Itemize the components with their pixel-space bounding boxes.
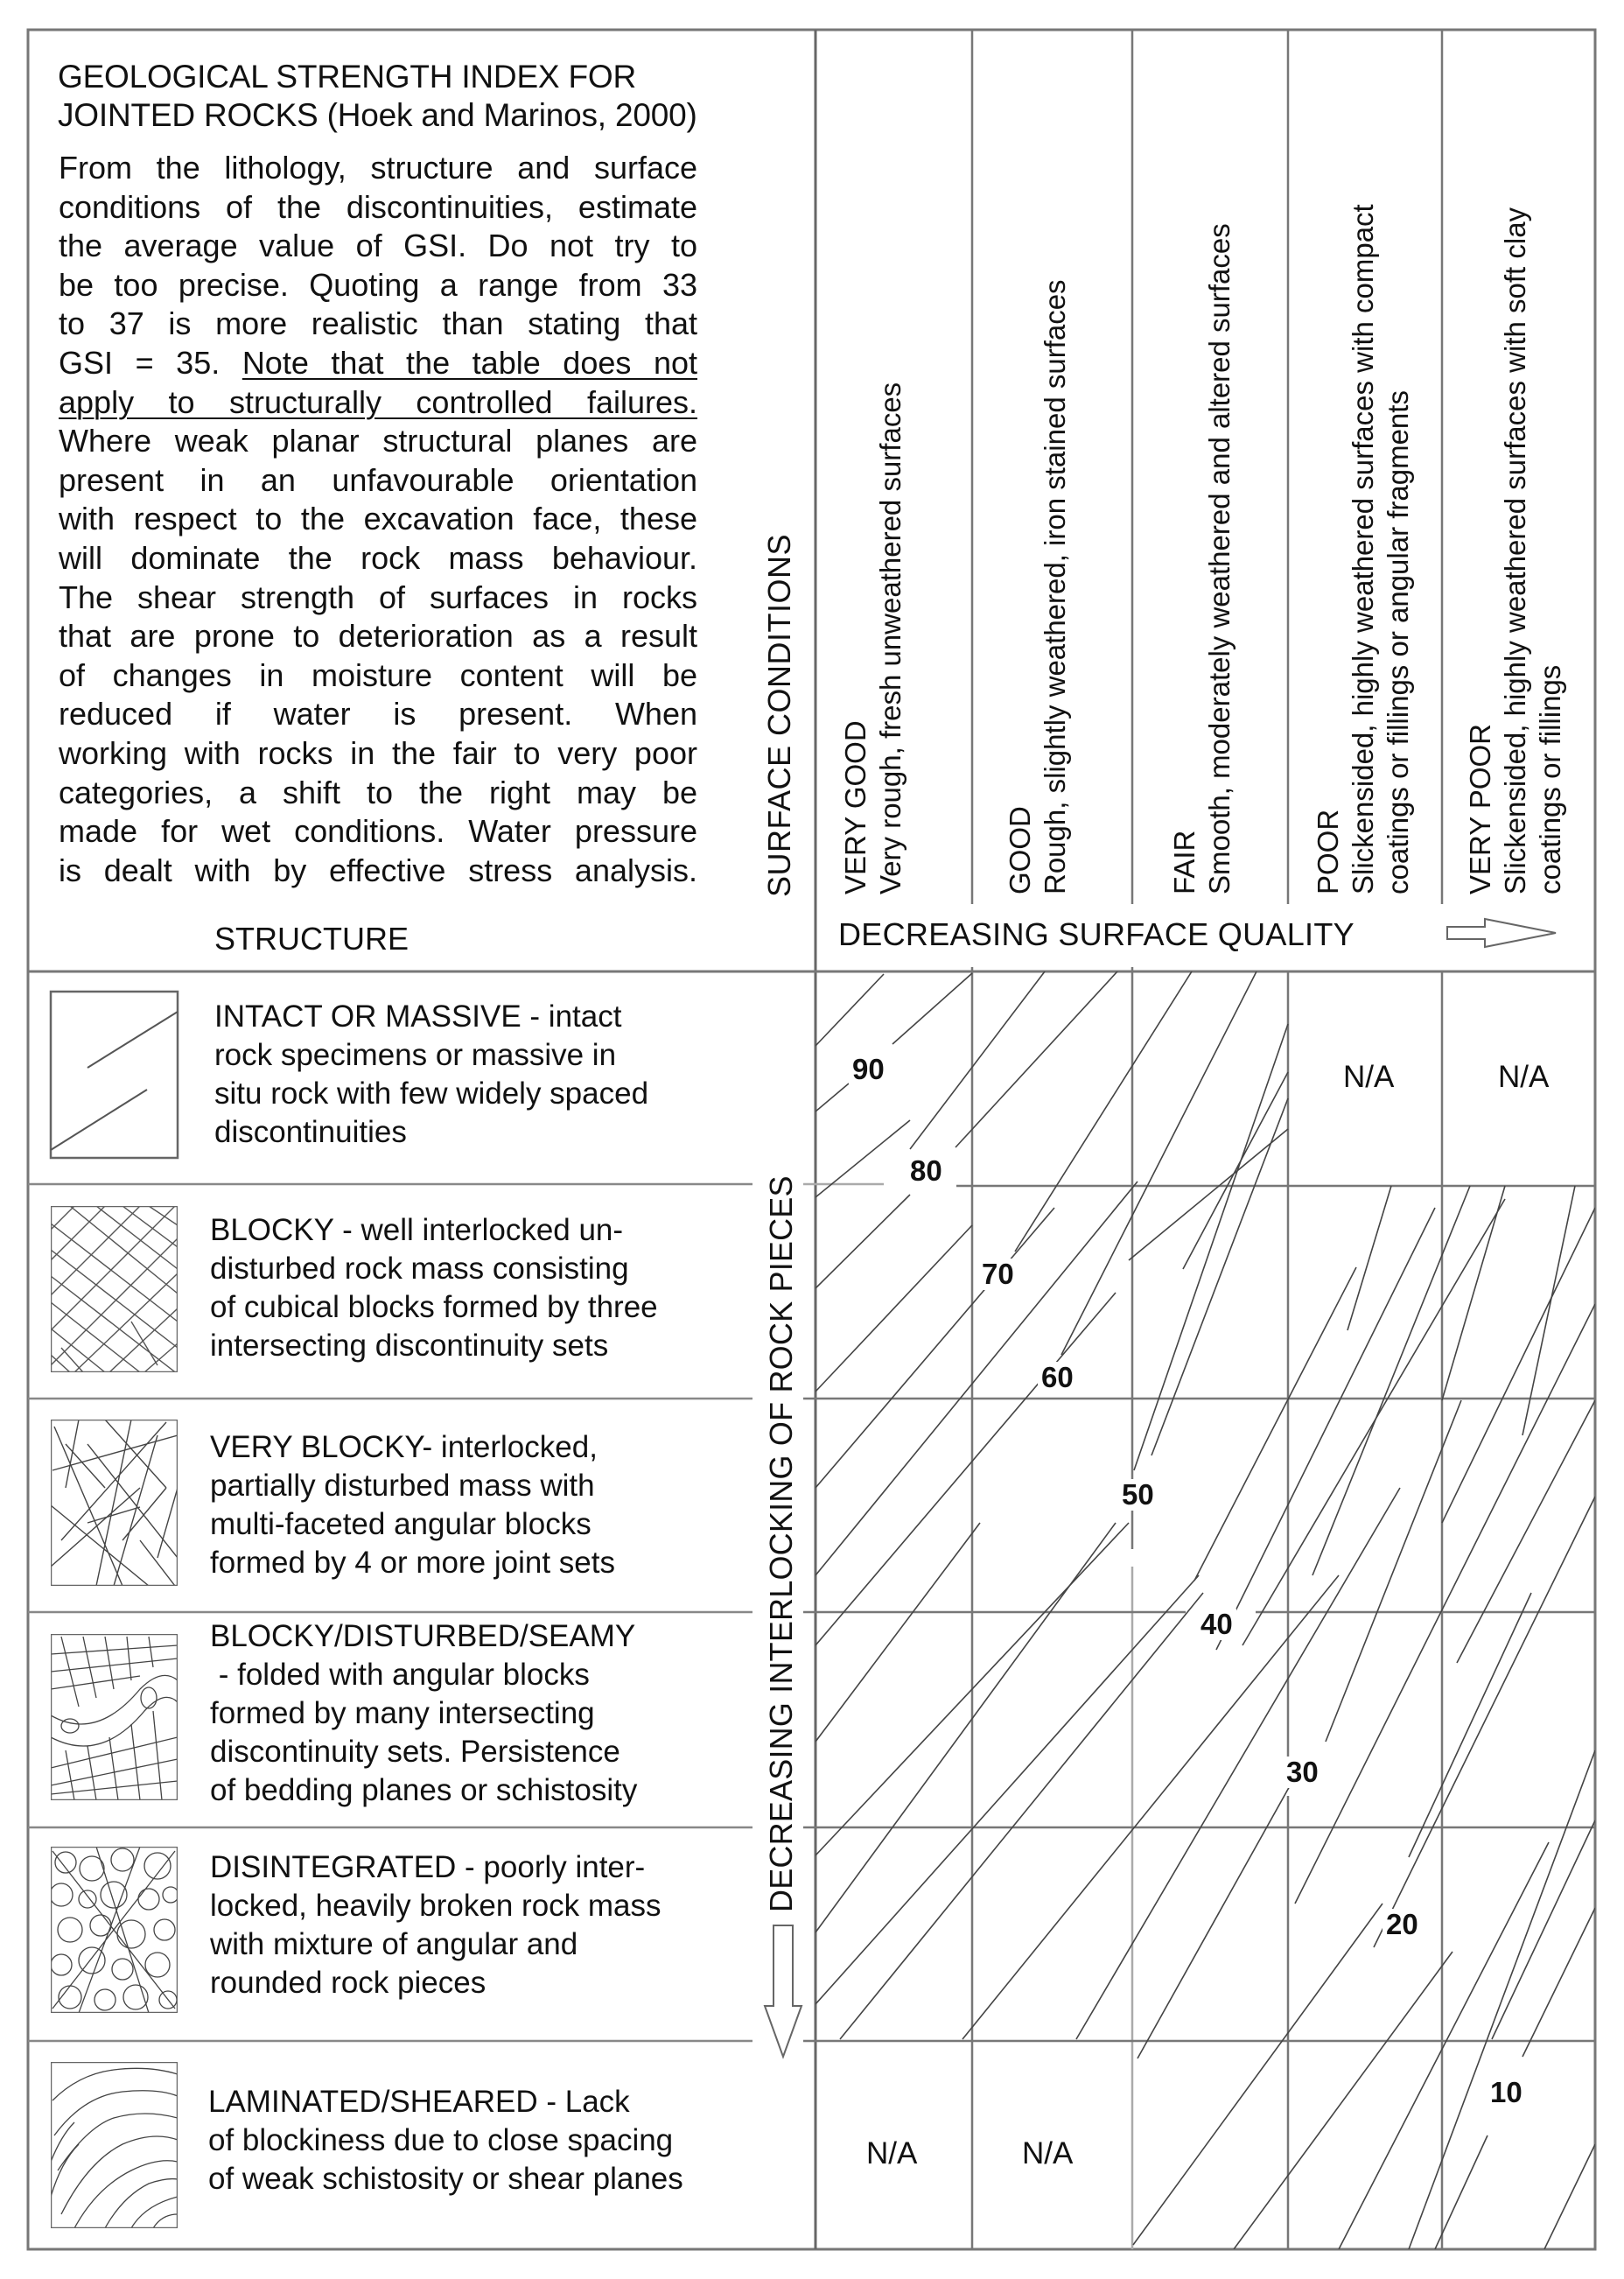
column-rating: VERY POOR bbox=[1464, 723, 1496, 894]
gsi-label-30: 30 bbox=[1283, 1757, 1322, 1788]
intro-line: of changes in moisture content will be bbox=[59, 656, 697, 693]
intro-line: to 37 is more realistic than stating that bbox=[59, 305, 697, 342]
intro-line: present in an unfavourable orientation bbox=[59, 461, 697, 498]
structure-line: of cubical blocks formed by three bbox=[210, 1290, 658, 1324]
column-rating: POOR bbox=[1312, 809, 1344, 894]
column-header-poor bbox=[1311, 204, 1416, 894]
intro-line: categories, a shift to the right may be bbox=[59, 774, 697, 810]
column-description: Rough, slightly weathered, iron stained surfaces bbox=[1039, 279, 1071, 894]
structure-axis-label: STRUCTURE bbox=[214, 921, 409, 957]
gsi-label-20: 20 bbox=[1382, 1909, 1422, 1940]
gsi-label-50: 50 bbox=[1118, 1479, 1158, 1511]
intact-massive-icon bbox=[51, 992, 178, 1158]
decreasing-interlocking-label: DECREASING INTERLOCKING OF ROCK PIECES bbox=[763, 1175, 799, 1912]
structure-line: VERY BLOCKY- interlocked, bbox=[210, 1430, 598, 1464]
structure-line: situ rock with few widely spaced bbox=[214, 1076, 649, 1111]
structure-line: rock specimens or massive in bbox=[214, 1038, 617, 1072]
intro-line: with respect to the excavation face, these bbox=[59, 501, 697, 537]
column-description: coatings or fillings or angular fragments bbox=[1382, 390, 1414, 894]
column-description: Smooth, moderately weathered and altered surfaces bbox=[1203, 223, 1236, 894]
structure-row-blocky-disturbed-seamy bbox=[210, 1617, 735, 1810]
intro-line: will dominate the rock mass behaviour. bbox=[59, 539, 697, 576]
underlined-note: apply to structurally controlled failures. bbox=[59, 383, 697, 420]
structure-row-intact bbox=[214, 998, 739, 1152]
structure-line: BLOCKY - well interlocked un- bbox=[210, 1213, 624, 1247]
chart-title-line2: JOINTED ROCKS (Hoek and Marinos, 2000) bbox=[58, 97, 697, 133]
structure-line: discontinuity sets. Persistence bbox=[210, 1735, 620, 1769]
column-header-fair bbox=[1167, 223, 1237, 894]
gsi-label-40: 40 bbox=[1197, 1609, 1236, 1640]
intro-line: From the lithology, structure and surface bbox=[59, 150, 697, 186]
structure-line: locked, heavily broken rock mass bbox=[210, 1889, 662, 1923]
blocky-disturbed-seamy-icon bbox=[51, 1634, 178, 1800]
down-arrow-icon bbox=[765, 1925, 802, 2057]
structure-line: with mixture of angular and bbox=[210, 1927, 578, 1961]
column-header-very-poor bbox=[1463, 207, 1568, 894]
intro-line: working with rocks in the fair to very poor bbox=[59, 734, 697, 771]
structure-row-very-blocky bbox=[210, 1428, 735, 1582]
intro-line: Where weak planar structural planes are bbox=[59, 423, 697, 459]
na-cell-laminated-very-good: N/A bbox=[866, 2136, 918, 2170]
structure-line: discontinuities bbox=[214, 1115, 407, 1149]
chart-title bbox=[58, 58, 810, 135]
right-arrow-icon bbox=[1447, 919, 1556, 947]
blocky-icon bbox=[51, 1206, 178, 1374]
laminated-sheared-icon bbox=[51, 2062, 178, 2228]
column-description: Slickensided, highly weathered surfaces with compact bbox=[1347, 204, 1379, 894]
column-description: Slickensided, highly weathered surfaces with soft clay bbox=[1499, 207, 1531, 894]
gsi-label-90: 90 bbox=[849, 1054, 888, 1085]
structure-line: partially disturbed mass with bbox=[210, 1469, 595, 1503]
structure-line: multi-faceted angular blocks bbox=[210, 1507, 592, 1541]
intro-line-part: GSI = 35. bbox=[59, 344, 220, 381]
structure-line: INTACT OR MASSIVE - intact bbox=[214, 999, 622, 1034]
structure-line: of blockiness due to close spacing bbox=[208, 2123, 674, 2157]
column-description: Very rough, fresh unweathered surfaces bbox=[874, 382, 906, 894]
intro-line: that are prone to deterioration as a result bbox=[59, 618, 697, 655]
intro-paragraph bbox=[59, 149, 697, 890]
chart-title-line1: GEOLOGICAL STRENGTH INDEX FOR bbox=[58, 59, 636, 95]
intro-line: reduced if water is present. When bbox=[59, 696, 697, 733]
structure-line: - folded with angular blocks bbox=[210, 1658, 590, 1692]
intro-line bbox=[59, 344, 697, 383]
surface-conditions-axis-label: SURFACE CONDITIONS bbox=[761, 533, 797, 897]
structure-row-blocky bbox=[210, 1211, 735, 1365]
intro-line: made for wet conditions. Water pressure bbox=[59, 813, 697, 850]
structure-row-laminated-sheared bbox=[208, 2083, 733, 2198]
column-rating: VERY GOOD bbox=[839, 720, 872, 894]
structure-line: disturbed rock mass consisting bbox=[210, 1252, 629, 1286]
intro-line: conditions of the discontinuities, estimate bbox=[59, 188, 697, 225]
intro-line: the average value of GSI. Do not try to bbox=[59, 228, 697, 264]
decreasing-surface-quality-label: DECREASING SURFACE QUALITY bbox=[838, 916, 1354, 952]
very-blocky-icon bbox=[51, 1420, 178, 1586]
na-cell-intact-poor: N/A bbox=[1343, 1060, 1395, 1094]
gsi-label-70: 70 bbox=[978, 1259, 1018, 1290]
structure-line: of bedding planes or schistosity bbox=[210, 1773, 638, 1807]
gsi-label-80: 80 bbox=[906, 1155, 946, 1187]
gsi-label-60: 60 bbox=[1038, 1362, 1077, 1393]
structure-line: LAMINATED/SHEARED - Lack bbox=[208, 2085, 630, 2119]
column-rating: FAIR bbox=[1168, 830, 1200, 894]
structure-line: BLOCKY/DISTURBED/SEAMY bbox=[210, 1619, 636, 1653]
column-header-very-good bbox=[838, 382, 908, 894]
structure-line: of weak schistosity or shear planes bbox=[208, 2162, 683, 2196]
intro-line: is dealt with by effective stress analysis. bbox=[59, 852, 697, 888]
disintegrated-icon bbox=[50, 1847, 178, 2013]
underlined-note: Note that the table does not bbox=[242, 344, 697, 381]
intro-line: be too precise. Quoting a range from 33 bbox=[59, 266, 697, 303]
na-cell-laminated-good: N/A bbox=[1022, 2136, 1074, 2170]
structure-line: DISINTEGRATED - poorly inter- bbox=[210, 1850, 646, 1884]
intro-line: The shear strength of surfaces in rocks bbox=[59, 579, 697, 615]
column-rating: GOOD bbox=[1004, 806, 1036, 894]
gsi-label-10: 10 bbox=[1487, 2077, 1526, 2108]
structure-row-disintegrated bbox=[210, 1848, 735, 2002]
structure-line: formed by 4 or more joint sets bbox=[210, 1546, 615, 1580]
na-cell-intact-very-poor: N/A bbox=[1498, 1060, 1550, 1094]
column-description: coatings or fillings bbox=[1534, 664, 1566, 894]
structure-line: formed by many intersecting bbox=[210, 1696, 595, 1730]
structure-line: rounded rock pieces bbox=[210, 1966, 486, 2000]
structure-line: intersecting discontinuity sets bbox=[210, 1329, 609, 1363]
column-header-good bbox=[1003, 279, 1073, 894]
